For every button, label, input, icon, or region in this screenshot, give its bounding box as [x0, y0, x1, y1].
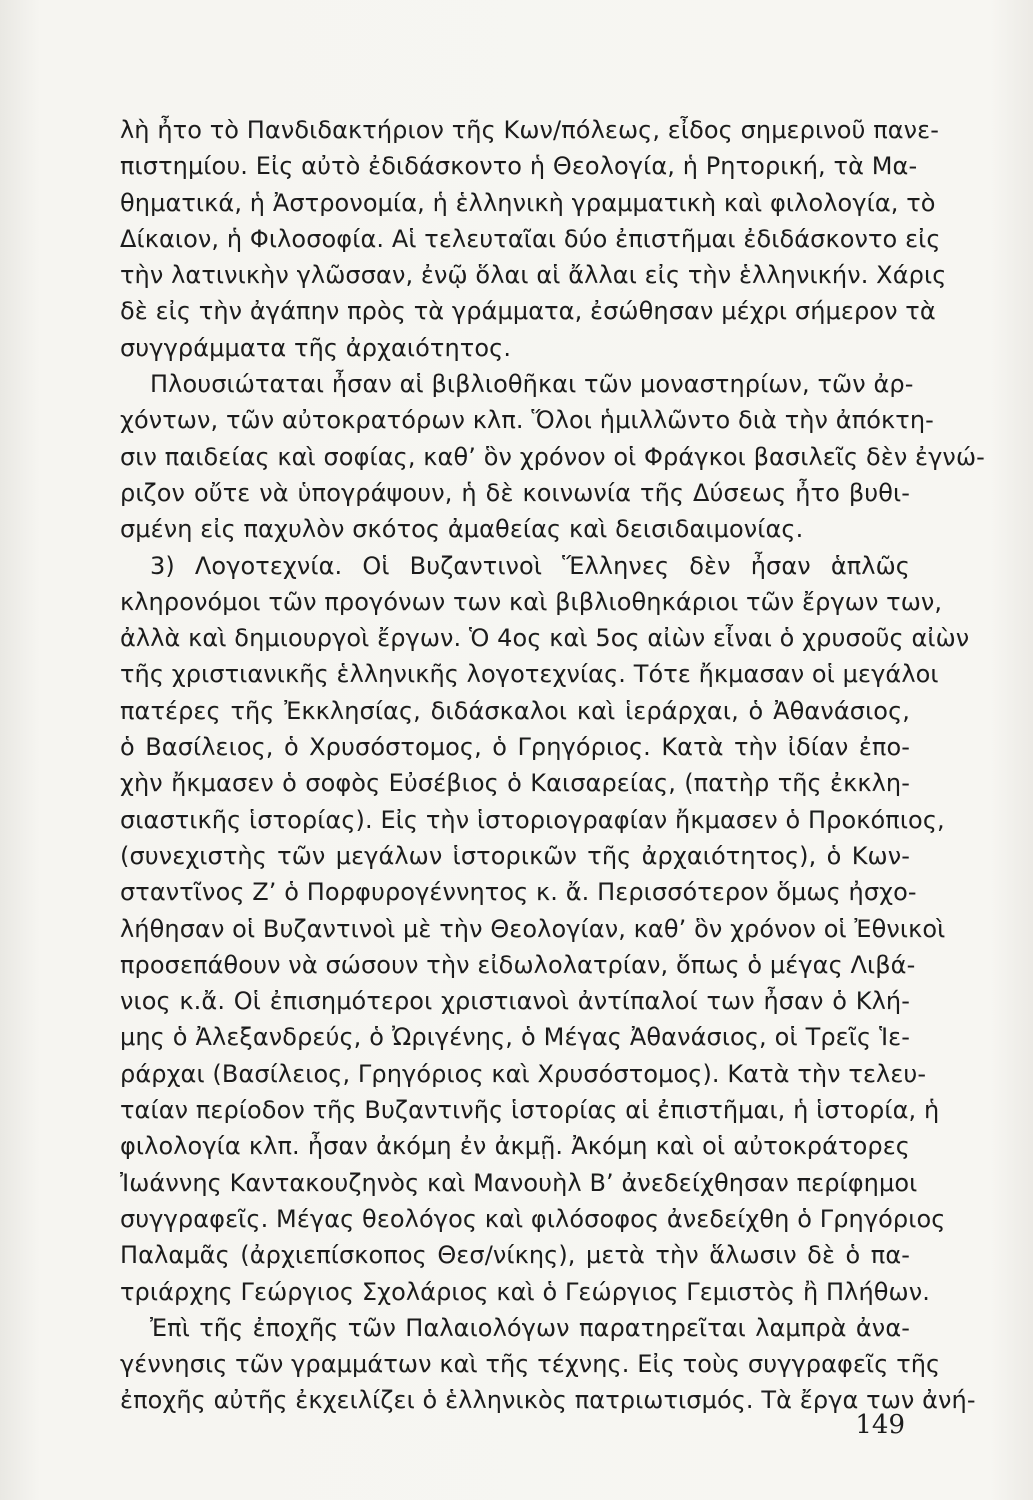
- text-line: τὴν λατινικὴν γλῶσσαν, ἐνῷ ὅλαι αἱ ἄλλαι εἰς τὴν ἑλληνικήν. Χάρις: [120, 261, 947, 290]
- text-line: γέννησις τῶν γραμμάτων καὶ τῆς τέχνης. Εἰς τοὺς συγγραφεῖς τῆς: [120, 1350, 941, 1379]
- page-number: 149: [855, 1410, 905, 1440]
- text-line: ράρχαι (Βασίλειος, Γρηγόριος καὶ Χρυσόστομος). Κατὰ τὴν τελευ-: [120, 1059, 927, 1088]
- text-line: πατέρες τῆς Ἐκκλησίας, διδάσκαλοι καὶ ἱεράρχαι, ὁ Ἀθανάσιος,: [120, 696, 910, 725]
- text-line: χὴν ἤκμασεν ὁ σοφὸς Εὐσέβιος ὁ Καισαρείας, (πατὴρ τῆς ἐκκλη-: [120, 769, 910, 798]
- text-line: σταντῖνος Ζ’ ὁ Πορφυρογέννητος κ. ἄ. Περισσότερον ὅμως ἠσχο-: [120, 878, 917, 907]
- text-line: χόντων, τῶν αὐτοκρατόρων κλπ. Ὅλοι ἡμιλλῶντο διὰ τὴν ἀπόκτη-: [120, 406, 934, 435]
- text-line: συγγραφεῖς. Μέγας θεολόγος καὶ φιλόσοφος ἀνεδείχθη ὁ Γρηγόριος: [120, 1204, 946, 1233]
- text-line: λήθησαν οἱ Βυζαντινοὶ μὲ τὴν Θεολογίαν, καθ’ ὃν χρόνον οἱ Ἐθνικοὶ: [120, 914, 946, 943]
- text-line: σιαστικῆς ἱστορίας). Εἰς τὴν ἱστοριογραφίαν ἤκμασεν ὁ Προκόπιος,: [120, 805, 945, 834]
- text-line: Ἰωάννης Καντακουζηνὸς καὶ Μανουὴλ Β’ ἀνεδείχθησαν περίφημοι: [120, 1168, 918, 1197]
- text-line: ριζον οὔτε νὰ ὑπογράψουν, ἡ δὲ κοινωνία τῆς Δύσεως ἦτο βυθι-: [120, 478, 910, 507]
- body-text: [120, 112, 985, 1419]
- text-line: σμένη εἰς παχυλὸν σκότος ἀμαθείας καὶ δεισιδαιμονίας.: [120, 515, 804, 544]
- text-line: ἀλλὰ καὶ δημιουργοὶ ἔργων. Ὁ 4ος καὶ 5ος αἰὼν εἶναι ὁ χρυσοῦς αἰὼν: [120, 624, 970, 653]
- text-line: πιστημίου. Εἰς αὐτὸ ἐδιδάσκοντο ἡ Θεολογία, ἡ Ρητορική, τὰ Μα-: [120, 152, 918, 181]
- paragraph-start-line: Ἐπὶ τῆς ἐποχῆς τῶν Παλαιολόγων παρατηρεῖται λαμπρὰ ἀνα-: [150, 1313, 910, 1342]
- text-line: συγγράμματα τῆς ἀρχαιότητος.: [120, 333, 512, 362]
- text-line: δὲ εἰς τὴν ἀγάπην πρὸς τὰ γράμματα, ἐσώθησαν μέχρι σήμερον τὰ: [120, 297, 936, 326]
- text-line: Δίκαιον, ἡ Φιλοσοφία. Αἱ τελευταῖαι δύο ἐπιστῆμαι ἐδιδάσκοντο εἰς: [120, 224, 941, 253]
- text-line: τριάρχης Γεώργιος Σχολάριος καὶ ὁ Γεώργιος Γεμιστὸς ἢ Πλήθων.: [120, 1277, 930, 1306]
- text-line: προσεπάθουν νὰ σώσουν τὴν εἰδωλολατρίαν, ὅπως ὁ μέγας Λιβά-: [120, 950, 916, 979]
- text-line: ἐποχῆς αὐτῆς ἐκχειλίζει ὁ ἑλληνικὸς πατριωτισμός. Τὰ ἔργα των ἀνή-: [120, 1386, 976, 1415]
- section-heading-line: 3) Λογοτεχνία. Οἱ Βυζαντινοὶ Ἕλληνες δὲν ἦσαν ἁπλῶς: [150, 551, 910, 580]
- text-line: Παλαμᾶς (ἀρχιεπίσκοπος Θεσ/νίκης), μετὰ τὴν ἅλωσιν δὲ ὁ πα-: [120, 1241, 910, 1270]
- text-line: σιν παιδείας καὶ σοφίας, καθ’ ὃν χρόνον οἱ Φράγκοι βασιλεῖς δὲν ἐγνώ-: [120, 442, 985, 471]
- text-line: φιλολογία κλπ. ἦσαν ἀκόμη ἐν ἀκμῇ. Ἀκόμη καὶ οἱ αὐτοκράτορες: [120, 1132, 910, 1161]
- text-line: κληρονόμοι τῶν προγόνων των καὶ βιβλιοθηκάριοι τῶν ἔργων των,: [120, 587, 943, 616]
- text-line: (συνεχιστὴς τῶν μεγάλων ἱστορικῶν τῆς ἀρχαιότητος), ὁ Κων-: [120, 841, 910, 870]
- text-line: νιος κ.ἄ. Οἱ ἐπισημότεροι χριστιανοὶ ἀντίπαλοί των ἦσαν ὁ Κλή-: [120, 987, 910, 1016]
- paragraph-start-line: Πλουσιώταται ἦσαν αἱ βιβλιοθῆκαι τῶν μοναστηρίων, τῶν ἀρ-: [150, 370, 914, 399]
- text-line: λὴ ἦτο τὸ Πανδιδακτήριον τῆς Κων/πόλεως, εἶδος σημερινοῦ πανε-: [120, 116, 940, 144]
- text-line: ταίαν περίοδον τῆς Βυζαντινῆς ἱστορίας αἱ ἐπιστῆμαι, ἡ ἱστορία, ἡ: [120, 1096, 940, 1125]
- text-line: μης ὁ Ἀλεξανδρεύς, ὁ Ὠριγένης, ὁ Μέγας Ἀθανάσιος, οἱ Τρεῖς Ἱε-: [120, 1023, 910, 1052]
- text-line: θηματικά, ἡ Ἀστρονομία, ἡ ἑλληνικὴ γραμματικὴ καὶ φιλολογία, τὸ: [120, 188, 936, 217]
- text-line: τῆς χριστιανικῆς ἑλληνικῆς λογοτεχνίας. Τότε ἤκμασαν οἱ μεγάλοι: [120, 660, 939, 689]
- text-line: ὁ Βασίλειος, ὁ Χρυσόστομος, ὁ Γρηγόριος. Κατὰ τὴν ἰδίαν ἐπο-: [120, 733, 910, 762]
